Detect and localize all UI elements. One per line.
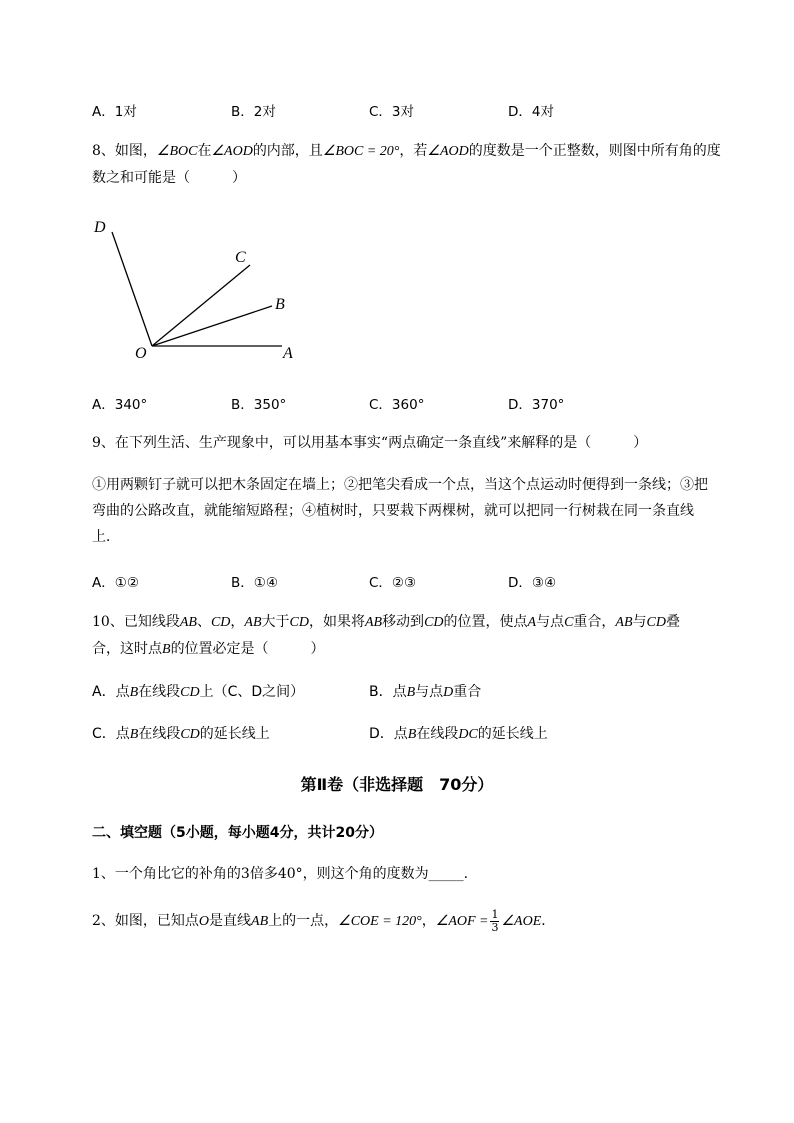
q10-text: 的位置必定是（ ） — [170, 641, 325, 657]
q8-prefix: 8、如图， — [92, 143, 157, 159]
fill2-text: ． — [541, 913, 556, 929]
q8-angle-aod-2: ∠AOD — [427, 144, 469, 159]
q10-text: 叠 — [665, 614, 680, 630]
q10-var: B — [162, 642, 171, 657]
q8-angle-boc-eq: ∠BOC = 20° — [322, 144, 400, 159]
part-header: 二、填空题（5小题，每小题4分，共计20分） — [92, 825, 383, 841]
q9-body-line1: ①用两颗钉子就可以把木条固定在墙上；②把笔尖看成一个点，当这个点运动时便得到一条线；③把 — [92, 477, 708, 493]
q10-var: CD — [646, 615, 666, 630]
q10-var: CD — [289, 615, 309, 630]
fill2-angle-aof: ∠AOF = — [435, 914, 489, 929]
q9-body — [92, 472, 722, 550]
q10-text: 与 — [632, 614, 647, 630]
q10-text: 与点 — [536, 614, 565, 630]
opt-text: 与点 — [415, 684, 444, 700]
q10-stem — [92, 609, 722, 663]
q8-angle-figure — [80, 210, 320, 370]
q10-var: AB — [179, 615, 197, 630]
fraction-denominator: 3 — [491, 920, 499, 934]
ray-od — [112, 232, 152, 346]
q10-text: 、 — [196, 614, 211, 630]
q10-text: ，如果将 — [308, 614, 365, 630]
opt-var: DC — [458, 727, 478, 742]
q10-var: AB — [364, 615, 383, 630]
opt-text: B．点 — [369, 684, 407, 700]
q7-option-c: C．3对 — [369, 104, 415, 120]
q8-option-b: B．350° — [231, 397, 287, 413]
q7-option-d: D．4对 — [508, 104, 554, 120]
opt-text: 在线段 — [138, 726, 181, 742]
opt-text: 的延长线上 — [477, 726, 548, 742]
q10-var: CD — [210, 615, 231, 630]
fill2-text: ， — [421, 913, 436, 929]
q8-angle-boc: ∠BOC — [156, 144, 198, 159]
label-a: A — [283, 345, 293, 362]
q9-stem: 9、在下列生活、生产现象中，可以用基本事实“两点确定一条直线”来解释的是（ ） — [92, 435, 648, 451]
q8-option-d: D．370° — [508, 397, 565, 413]
fill2-question — [92, 908, 722, 935]
opt-var: B — [407, 727, 417, 742]
label-c: C — [235, 249, 246, 266]
section-title: 第Ⅱ卷（非选择题 70分） — [300, 775, 494, 794]
fill1-question: 1、一个角比它的补角的3倍多40°，则这个角的度数为_____. — [92, 866, 469, 882]
q8-in: 在 — [197, 143, 212, 159]
opt-var: CD — [180, 685, 200, 700]
fraction-numerator: 1 — [491, 907, 499, 921]
opt-var: D — [443, 685, 454, 700]
q8-mid2: ，若 — [399, 143, 428, 159]
q10-text: 移动到 — [382, 614, 425, 630]
q10-var: AB — [244, 615, 262, 630]
ray-oc — [152, 265, 250, 346]
q10-option-a — [92, 681, 304, 701]
q10-var: CD — [424, 615, 444, 630]
opt-text: D．点 — [369, 726, 408, 742]
q8-line2: 数之和可能是（ ） — [92, 170, 246, 186]
q9-option-a: A．①② — [92, 575, 139, 591]
q10-text: 的位置，使点 — [443, 614, 528, 630]
fill2-var: AB — [251, 914, 269, 929]
q10-text: 大于 — [261, 614, 290, 630]
fill2-angle-coe: ∠COE = 120° — [338, 914, 422, 929]
q9-option-b: B．①④ — [231, 575, 278, 591]
q7-option-a: A．1对 — [92, 104, 137, 120]
opt-var: CD — [180, 727, 200, 742]
q7-option-b: B．2对 — [231, 104, 276, 120]
fill2-text: 是直线 — [209, 913, 252, 929]
q9-option-d: D．③④ — [508, 575, 557, 591]
opt-text: 在线段 — [416, 726, 459, 742]
q8-suffix: 的度数是一个正整数，则图中所有角的度 — [468, 143, 721, 159]
q10-option-c — [92, 723, 270, 743]
q10-option-d — [369, 723, 548, 743]
opt-var: B — [406, 685, 416, 700]
q10-option-b — [369, 681, 481, 701]
q10-var: C — [564, 615, 574, 630]
fill2-fraction — [490, 909, 499, 934]
opt-text: 的延长线上 — [199, 726, 270, 742]
opt-text: A．点 — [92, 684, 130, 700]
fill2-text: 上的一点， — [268, 913, 339, 929]
q10-text: 10、已知线段 — [92, 614, 180, 630]
label-o: O — [135, 345, 147, 362]
opt-text: C．点 — [92, 726, 130, 742]
q10-var: AB — [615, 615, 633, 630]
q8-stem — [92, 138, 722, 191]
q8-mid1: 的内部，且 — [252, 143, 323, 159]
ray-ob — [152, 306, 272, 346]
q8-option-a: A．340° — [92, 397, 148, 413]
label-b: B — [275, 296, 285, 313]
opt-text: 在线段 — [138, 684, 181, 700]
q10-text: 重合， — [573, 614, 616, 630]
q9-body-line2: 弯曲的公路改直，就能缩短路程；④植树时，只要栽下两棵树，就可以把同一行树栽在同一条直线 — [92, 503, 694, 519]
opt-var: B — [129, 685, 139, 700]
q8-option-c: C．360° — [369, 397, 425, 413]
q10-var: A — [527, 615, 537, 630]
q10-text: 合，这时点 — [92, 641, 162, 657]
q8-angle-aod: ∠AOD — [211, 144, 253, 159]
label-d: D — [94, 219, 106, 236]
opt-text: 上（C、D之间） — [199, 684, 305, 700]
q9-body-line3: 上． — [92, 529, 120, 545]
opt-text: 重合 — [453, 684, 482, 700]
fill2-var: O — [198, 914, 210, 929]
opt-var: B — [129, 727, 139, 742]
q10-text: ， — [230, 614, 245, 630]
fill2-text: 2、如图，已知点 — [92, 913, 199, 929]
fill2-angle-aoe: ∠AOE — [501, 914, 542, 929]
q9-option-c: C．②③ — [369, 575, 417, 591]
